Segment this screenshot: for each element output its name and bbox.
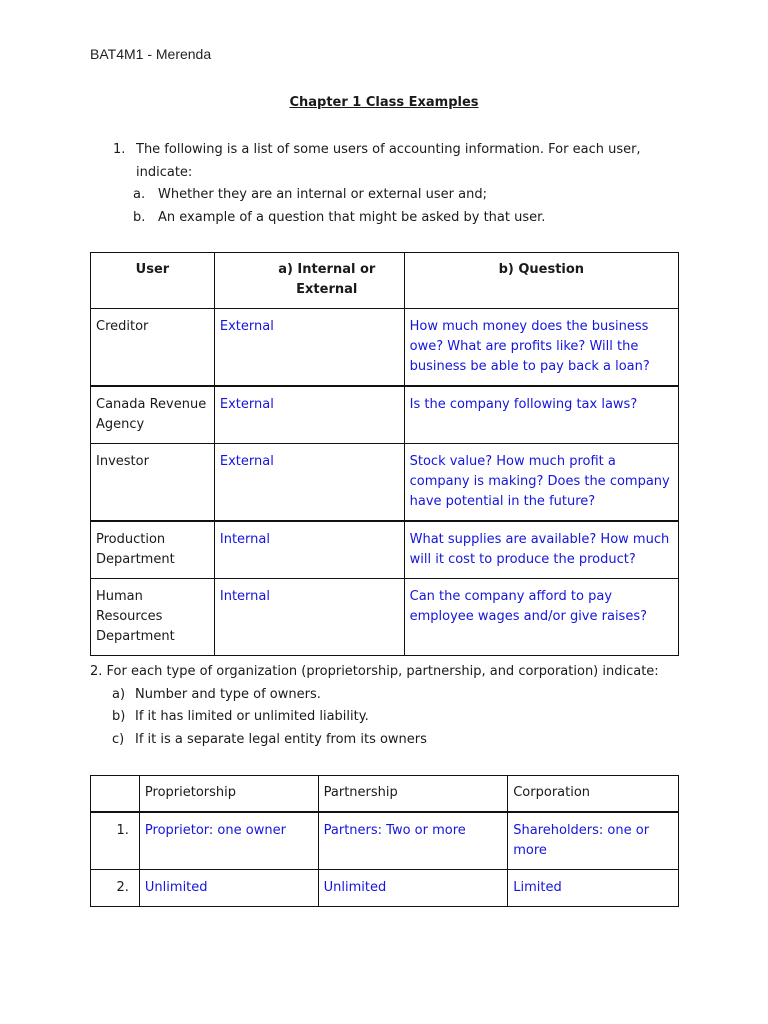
table-row — [91, 309, 679, 387]
row-number: 2. — [91, 870, 140, 907]
list-marker: a. — [133, 187, 146, 202]
proprietorship-cell: Proprietor: one owner — [139, 812, 318, 870]
users-table — [90, 252, 679, 656]
table-row — [91, 812, 679, 870]
type-cell: Internal — [214, 521, 404, 579]
header-internal-external: a) Internal or External — [214, 253, 404, 309]
document-header: BAT4M1 - Merenda — [90, 46, 212, 62]
question-cell: How much money does the business owe? What are profits like? Will the business be able to pay back a loan? — [404, 309, 678, 387]
list-item-text: Whether they are an internal or external user and; — [158, 187, 487, 202]
type-cell: External — [214, 386, 404, 444]
partnership-cell: Unlimited — [318, 870, 508, 907]
header-partnership: Partnership — [318, 776, 508, 813]
list-item-text: If it has limited or unlimited liability. — [135, 709, 369, 724]
table-row — [91, 870, 679, 907]
table-row — [91, 521, 679, 579]
user-cell: Human Resources Department — [91, 579, 215, 656]
header-proprietorship: Proprietorship — [139, 776, 318, 813]
list-item-text: Number and type of owners. — [135, 686, 321, 702]
proprietorship-cell: Unlimited — [139, 870, 318, 907]
list-marker: a) — [112, 686, 126, 702]
question-cell: Can the company afford to pay employee wages and/or give raises? — [404, 579, 678, 656]
question-text: 2. For each type of organization (proprietorship, partnership, and corporation) indicate: — [90, 664, 659, 679]
question-text: The following is a list of some users of accounting information. For each user, indicate: — [136, 142, 641, 180]
list-item — [112, 706, 690, 729]
user-cell: Creditor — [91, 309, 215, 387]
partnership-cell: Partners: Two or more — [318, 812, 508, 870]
list-item-text: An example of a question that might be asked by that user. — [158, 209, 546, 225]
type-cell: External — [214, 309, 404, 387]
question-1 — [113, 139, 673, 229]
corporation-cell: Shareholders: one or more — [508, 812, 679, 870]
table-row — [91, 444, 679, 522]
header-question: b) Question — [404, 253, 678, 309]
row-number: 1. — [91, 812, 140, 870]
list-marker: c) — [112, 731, 125, 747]
user-cell: Investor — [91, 444, 215, 522]
table-row — [91, 579, 679, 656]
page-title: Chapter 1 Class Examples — [289, 95, 479, 110]
question-number: 1. — [113, 142, 126, 157]
list-item — [133, 184, 673, 207]
corporation-cell: Limited — [508, 870, 679, 907]
user-cell: Canada Revenue Agency — [91, 386, 215, 444]
header-blank — [91, 776, 140, 813]
question-cell: Is the company following tax laws? — [404, 386, 678, 444]
user-cell: Production Department — [91, 521, 215, 579]
table-header-row — [91, 253, 679, 309]
table-row — [91, 386, 679, 444]
organization-table — [90, 775, 679, 907]
list-item — [112, 729, 690, 752]
type-cell: Internal — [214, 579, 404, 656]
list-item — [133, 207, 673, 230]
question-2 — [90, 661, 690, 751]
list-marker: b) — [112, 709, 126, 724]
table-header-row — [91, 776, 679, 813]
header-user: User — [91, 253, 215, 309]
list-item-text: If it is a separate legal entity from its owners — [135, 731, 427, 747]
header-corporation: Corporation — [508, 776, 679, 813]
list-marker: b. — [133, 209, 146, 225]
question-cell: Stock value? How much profit a company is making? Does the company have potential in the future? — [404, 444, 678, 522]
question-cell: What supplies are available? How much will it cost to produce the product? — [404, 521, 678, 579]
type-cell: External — [214, 444, 404, 522]
list-item — [112, 684, 690, 707]
